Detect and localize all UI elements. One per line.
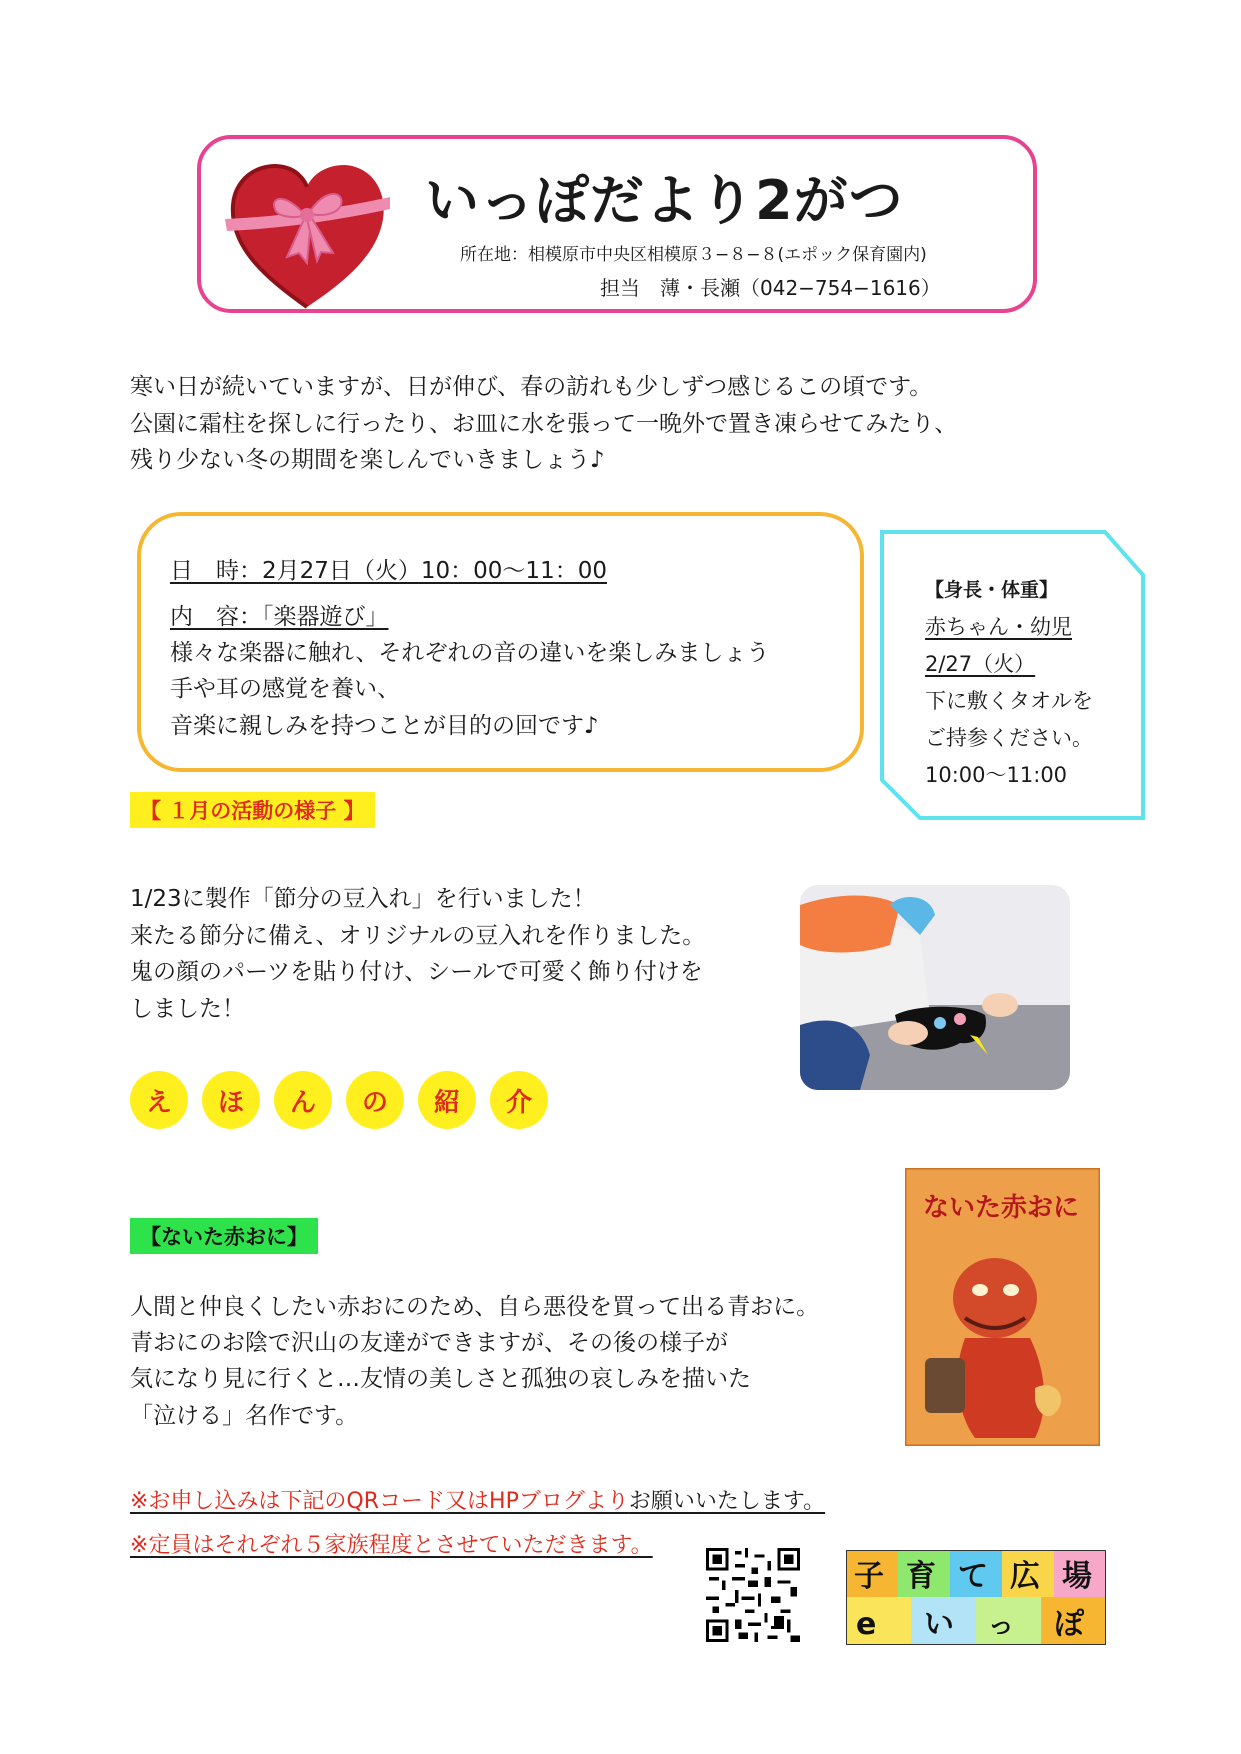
book-description-line: 「泣ける」名作です。 bbox=[130, 1403, 359, 1429]
apply-note-black: お願いいたします。 bbox=[628, 1489, 826, 1514]
page-title: いっぽだより2がつ bbox=[425, 169, 904, 232]
measure-note: 下に敷くタオルを bbox=[925, 689, 1093, 713]
ehon-circle: 介 bbox=[490, 1071, 548, 1129]
ehon-circle: え bbox=[130, 1071, 188, 1129]
activity-label: 【 １月の活動の様子 】 bbox=[130, 792, 375, 828]
apply-note-red: ※お申し込みは下記のQRコード又はHPブログより bbox=[130, 1489, 629, 1514]
event-description-line: 音楽に親しみを持つことが目的の回です♪ bbox=[170, 713, 599, 739]
book-cover-image bbox=[905, 1168, 1100, 1446]
logo-char: 育 bbox=[906, 1559, 936, 1594]
activity-line: 来たる節分に備え、オリジナルの豆入れを作りました。 bbox=[130, 923, 706, 949]
capacity-note-red: 定員はそれぞれ５家族程度とさせていただきます。 bbox=[148, 1533, 653, 1558]
activity-line: 鬼の顔のパーツを貼り付け、シールで可愛く飾り付けを bbox=[130, 959, 703, 985]
book-description-line: 人間と仲良くしたい赤おにのため、自ら悪役を買って出る青おに。 bbox=[130, 1294, 820, 1320]
logo-char: 広 bbox=[1010, 1559, 1040, 1594]
address-text: 所在地：相模原市中央区相模原３−８−８(エポック保育園内) bbox=[460, 245, 927, 265]
capacity-note-mark: ※ bbox=[130, 1533, 149, 1558]
measure-date: 2/27（火） bbox=[925, 652, 1036, 676]
capacity-note bbox=[130, 1528, 653, 1559]
intro-line: 残り少ない冬の期間を楽しんでいきましょう♪ bbox=[130, 447, 605, 473]
logo-char: 場 bbox=[1062, 1559, 1092, 1594]
activity-line: 1/23に製作「節分の豆入れ」を行いました！ bbox=[130, 886, 596, 912]
contact-text: 担当 薄・長瀬（042−754−1616） bbox=[600, 276, 941, 300]
event-description-line: 手や耳の感覚を養い、 bbox=[170, 676, 400, 702]
event-description-line: 様々な楽器に触れ、それぞれの音の違いを楽しみましょう bbox=[170, 640, 770, 666]
logo-char: っ bbox=[988, 1611, 1015, 1641]
activity-photo bbox=[800, 885, 1070, 1090]
ehon-circle: 紹 bbox=[418, 1071, 476, 1129]
book-description-line: 青おにのお陰で沢山の友達ができますが、その後の様子が bbox=[130, 1330, 728, 1356]
measure-note: ご持参ください。 bbox=[925, 726, 1093, 750]
logo-char: 子 bbox=[854, 1559, 884, 1594]
intro-line: 寒い日が続いていますが、日が伸び、春の訪れも少しずつ感じるこの頃です。 bbox=[130, 374, 933, 400]
book-label: 【ないた赤おに】 bbox=[130, 1218, 318, 1254]
book-description-line: 気になり見に行くと…友情の美しさと孤独の哀しみを描いた bbox=[130, 1366, 751, 1392]
ehon-circle: の bbox=[346, 1071, 404, 1129]
heart-ribbon-icon bbox=[225, 157, 390, 312]
qr-code[interactable] bbox=[706, 1548, 800, 1642]
intro-line: 公園に霜柱を探しに行ったり、お皿に水を張って一晩外で置き凍らせてみたり、 bbox=[130, 411, 958, 437]
ehon-circle: ほ bbox=[202, 1071, 260, 1129]
logo-char: て bbox=[958, 1559, 988, 1594]
logo-char: い bbox=[924, 1607, 954, 1642]
book-cover-title: ないた赤おに bbox=[923, 1193, 1080, 1223]
activity-line: しました！ bbox=[130, 996, 245, 1022]
event-datetime: 日 時：2月27日（火）10：00〜11：00 bbox=[170, 558, 607, 584]
logo-e: e bbox=[856, 1607, 877, 1642]
measure-title: 【身長・体重】 bbox=[925, 579, 1059, 601]
logo-char: ぽ bbox=[1054, 1607, 1084, 1642]
apply-note bbox=[130, 1484, 825, 1515]
measure-target: 赤ちゃん・幼児 bbox=[925, 615, 1072, 639]
ehon-circle: ん bbox=[274, 1071, 332, 1129]
event-content: 内 容：「楽器遊び」 bbox=[170, 604, 389, 630]
measure-time: 10:00〜11:00 bbox=[925, 763, 1068, 787]
kosodate-hiroba-ippo-logo bbox=[846, 1550, 1106, 1645]
